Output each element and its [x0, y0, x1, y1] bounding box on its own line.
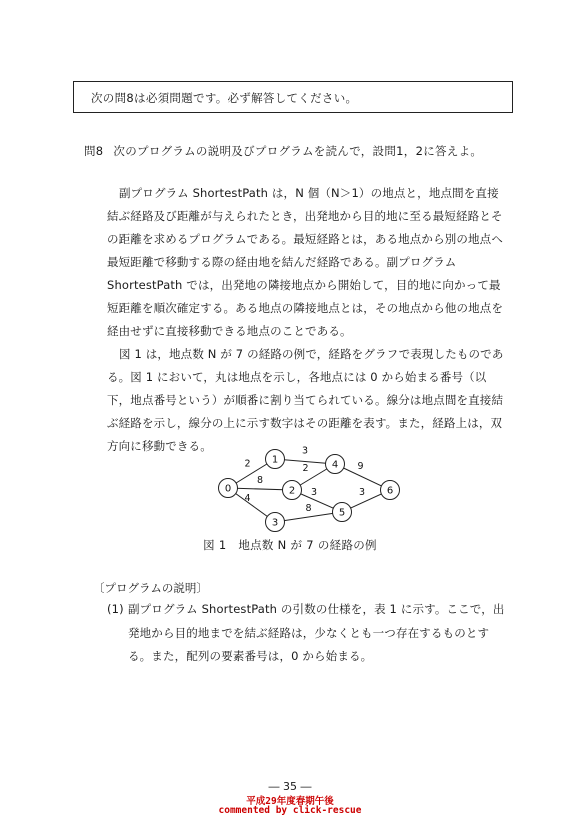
description-body	[107, 182, 507, 458]
graph-edge-distance-label: 4	[244, 493, 251, 504]
graph-node-label: 5	[338, 507, 346, 519]
question-heading	[84, 143, 482, 159]
notice-text: 次の問8は必須問題です。必ず解答してください。	[91, 91, 358, 105]
footer-exam-session: 平成29年度春期午後	[246, 796, 334, 807]
graph-edge-distance-label: 3	[358, 487, 366, 498]
paragraph-1: 副プログラム ShortestPath は，N 個（N＞1）の地点と，地点間を直接結ぶ経路及び距離が与えられたとき，出発地から目的地に至る最短経路とその距離を求めるプログラムである。最短経路とは，ある地点から別の地点へ最短距離で移動する際の経由地を結んだ経路である。副プログラム ShortestPath では，出発地の隣接地点から開始して，目的地に向かって最短距離を順次確定する。ある地点の隣接地点とは，その地点から他の地点を経由せずに直接移動できる地点のことである。	[107, 186, 504, 338]
route-graph-figure	[200, 432, 420, 532]
graph-edge-distance-label: 3	[310, 487, 318, 498]
graph-node-label: 6	[386, 485, 394, 497]
graph-node-label: 3	[271, 517, 279, 529]
graph-edge-distance-label: 8	[256, 475, 264, 486]
graph-node-label: 0	[224, 483, 232, 495]
list-item	[107, 598, 507, 669]
item-label: (1)	[107, 602, 124, 616]
page-number: ― 35 ―	[268, 780, 312, 793]
notice-box	[73, 81, 513, 113]
item-text: 副プログラム ShortestPath の引数の仕様を，表 1 に示す。ここで，出発地から目的地までを結ぶ経路は，少なくとも一つ存在するものとする。また，配列の要素番号は，0 から始まる。	[128, 602, 505, 663]
graph-edge-distance-label: 3	[301, 445, 309, 457]
footer-credit: commented by click-rescue	[218, 805, 362, 816]
question-number: 問8	[84, 144, 104, 158]
graph-node-label: 2	[288, 485, 296, 497]
graph-node-label: 4	[331, 459, 339, 471]
figure-caption: 図 1 地点数 N が 7 の経路の例	[203, 538, 377, 552]
graph-edge-distance-label: 8	[305, 503, 312, 514]
paragraph-2: 図 1 は，地点数 N が 7 の経路の例で，経路をグラフで表現したものである。図 1 において，丸は地点を示し，各地点には 0 から始まる番号（以下，地点番号という）が順番に割り当てられている。線分は地点間を直接結ぶ経路を示し，線分の上に示す数字はその距離を表す。また，経路上は，双方向に移動できる。	[107, 347, 504, 453]
graph-node-label: 1	[271, 454, 279, 466]
graph-edge-distance-label: 2	[244, 458, 251, 470]
graph-edge-distance-label: 9	[357, 461, 364, 472]
graph-edge-distance-label: 2	[302, 463, 309, 474]
question-text: 次のプログラムの説明及びプログラムを読んで，設問1，2に答えよ。	[113, 144, 483, 158]
section-title: 〔プログラムの説明〕	[93, 581, 208, 595]
